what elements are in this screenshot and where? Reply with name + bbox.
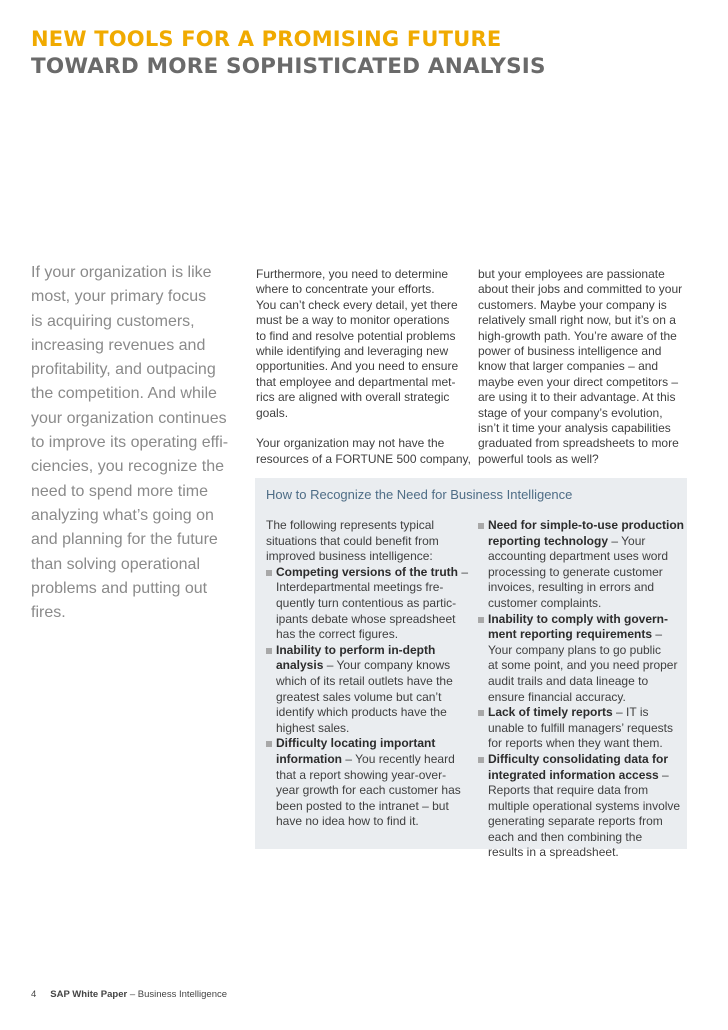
bullet-line: been posted to the intranet – but xyxy=(276,798,449,813)
bullet-heading: Inability to perform in-depth xyxy=(276,642,436,657)
text-line: If your organization is like xyxy=(31,264,212,281)
text-line: need to spend more time xyxy=(31,482,208,500)
text-line: problems and putting out xyxy=(31,579,208,597)
sidebar-box xyxy=(255,478,687,860)
bullet-heading: Difficulty consolidating data for xyxy=(488,751,669,766)
bullet-line: processing to generate customer xyxy=(488,564,663,579)
text-line: and planning for the future xyxy=(31,531,218,549)
bullet-item xyxy=(478,518,683,612)
text-line: The following represents typical xyxy=(266,518,435,532)
bullet-text: – IT is xyxy=(612,705,649,720)
body-column-2 xyxy=(478,267,690,467)
footer-doc-title: – Business Intelligence xyxy=(127,989,228,1000)
bullet-line: highest sales. xyxy=(276,720,350,735)
square-bullet-icon xyxy=(266,570,272,576)
bullet-item xyxy=(266,565,481,643)
bullet-line: results in a spreadsheet. xyxy=(488,845,619,860)
square-bullet-icon xyxy=(478,710,484,716)
text-line: is acquiring customers, xyxy=(31,312,195,330)
body-paragraph-3 xyxy=(478,267,690,467)
page-title: NEW TOOLS FOR A PROMISING FUTURE xyxy=(31,27,502,51)
text-line: must be a way to monitor operations xyxy=(256,313,450,328)
bullet-line xyxy=(276,643,481,659)
text-line: high-growth path. You’re aware of the xyxy=(478,328,677,343)
bullet-line xyxy=(276,658,481,674)
bullet-line: Interdepartmental meetings fre- xyxy=(276,580,444,595)
bullet-line: for reports when they want them. xyxy=(488,736,663,751)
text-line: opportunities. And you need to ensure xyxy=(256,359,459,374)
text-line: power of business intelligence and xyxy=(478,344,662,359)
text-line: than solving operational xyxy=(31,555,201,573)
bullet-line: Your company plans to go public xyxy=(488,642,662,657)
bullet-line xyxy=(488,705,683,721)
text-line: rics are aligned with overall strategic xyxy=(256,390,450,405)
bullet-line: unable to fulfill managers’ requests xyxy=(488,720,673,735)
bullet-text: – xyxy=(652,627,663,642)
text-line: isn’t it time your analysis capabilities xyxy=(478,421,671,436)
sidebar-title: How to Recognize the Need for Business Intelligence xyxy=(266,487,573,502)
text-line: but your employees are passionate xyxy=(478,267,665,281)
text-line: stage of your company’s evolution, xyxy=(478,405,663,420)
bullet-text: – Your xyxy=(608,533,646,548)
bullet-line: quently turn contentious as partic- xyxy=(276,595,457,610)
bullet-line xyxy=(488,518,683,534)
text-line: the competition. And while xyxy=(31,385,217,403)
text-line: where to concentrate your efforts. xyxy=(256,282,435,297)
bullet-line xyxy=(488,534,683,550)
bullet-heading: reporting technology xyxy=(488,533,608,548)
text-line: relatively small right now, but it’s on a xyxy=(478,313,676,328)
intro-paragraph xyxy=(31,261,243,625)
text-line: to find and resolve potential problems xyxy=(256,328,456,343)
text-line: know that larger companies – and xyxy=(478,359,659,374)
square-bullet-icon xyxy=(478,757,484,763)
bullet-line: multiple operational systems involve xyxy=(488,798,681,813)
square-bullet-icon xyxy=(478,523,484,529)
square-bullet-icon xyxy=(266,741,272,747)
sidebar-right-column xyxy=(478,518,683,861)
page-subtitle: TOWARD MORE SOPHISTICATED ANALYSIS xyxy=(31,54,546,79)
page-footer xyxy=(31,989,227,1000)
bullet-line: greatest sales volume but can’t xyxy=(276,689,442,704)
bullet-line xyxy=(488,752,683,768)
text-line: maybe even your direct competitors – xyxy=(478,374,679,389)
text-line: that employee and departmental met- xyxy=(256,374,456,389)
text-line: You can’t check every detail, yet there xyxy=(256,297,458,312)
sidebar-right-list xyxy=(478,518,683,861)
sidebar-left-list xyxy=(266,565,481,830)
bullet-item xyxy=(478,705,683,752)
bullet-heading: ment reporting requirements xyxy=(488,627,653,642)
bullet-text: – xyxy=(458,564,469,579)
text-line: customers. Maybe your company is xyxy=(478,297,667,312)
bullet-line: year growth for each customer has xyxy=(276,783,461,798)
bullet-line: generating separate reports from xyxy=(488,814,663,829)
text-line: graduated from spreadsheets to more xyxy=(478,436,679,451)
bullet-line xyxy=(276,736,481,752)
bullet-line: has the correct figures. xyxy=(276,627,399,642)
text-line: your organization continues xyxy=(31,409,227,427)
text-line: about their jobs and committed to your xyxy=(478,282,683,297)
text-line: analyzing what’s going on xyxy=(31,506,214,524)
text-line: increasing revenues and xyxy=(31,336,206,354)
paragraph-gap xyxy=(256,421,466,436)
bullet-heading: integrated information access xyxy=(488,767,659,782)
text-line: resources of a FORTUNE 500 company, xyxy=(256,451,471,466)
footer-brand: SAP White Paper xyxy=(50,989,128,1000)
bullet-line: ipants debate whose spreadsheet xyxy=(276,611,456,626)
bullet-line: that a report showing year-over- xyxy=(276,767,447,782)
text-line: to improve its operating effi- xyxy=(31,434,229,452)
bullet-text: – Your company knows xyxy=(323,658,451,673)
bullet-line xyxy=(276,565,481,581)
sidebar-left-column xyxy=(266,518,481,830)
bullet-text: – xyxy=(658,767,669,782)
text-line: Your organization may not have the xyxy=(256,436,445,451)
text-line: situations that could benefit from xyxy=(266,533,439,548)
bullet-text: – You recently heard xyxy=(342,751,455,766)
text-line: goals. xyxy=(256,405,289,420)
body-paragraph-2 xyxy=(256,436,471,467)
bullet-line xyxy=(488,627,683,643)
bullet-line xyxy=(488,612,683,628)
text-line: most, your primary focus xyxy=(31,288,207,306)
bullet-line xyxy=(488,768,683,784)
bullet-line: audit trails and data lineage to xyxy=(488,673,649,688)
bullet-line xyxy=(276,752,481,768)
square-bullet-icon xyxy=(478,617,484,623)
text-line: fires. xyxy=(31,604,66,622)
bullet-line: Reports that require data from xyxy=(488,783,649,798)
page-number: 4 xyxy=(31,989,37,1000)
bullet-heading: Difficulty locating important xyxy=(276,736,436,751)
text-line: are using it to their advantage. At this xyxy=(478,390,676,405)
bullet-line: invoices, resulting in errors and xyxy=(488,580,655,595)
bullet-line: which of its retail outlets have the xyxy=(276,673,453,688)
bullet-heading: Inability to comply with govern- xyxy=(488,611,669,626)
bullet-heading: Need for simple-to-use production xyxy=(488,518,685,532)
text-line: while identifying and leveraging new xyxy=(256,344,449,359)
text-line: ciencies, you recognize the xyxy=(31,458,224,476)
text-line: improved business intelligence: xyxy=(266,549,433,564)
bullet-heading: Lack of timely reports xyxy=(488,705,613,720)
bullet-line: have no idea how to find it. xyxy=(276,814,419,829)
text-line: profitability, and outpacing xyxy=(31,361,216,379)
bullet-line: at some point, and you need proper xyxy=(488,658,678,673)
bullet-heading: information xyxy=(276,751,342,766)
square-bullet-icon xyxy=(266,648,272,654)
bullet-line: identify which products have the xyxy=(276,705,447,720)
bullet-item xyxy=(266,736,481,830)
bullet-line: each and then combining the xyxy=(488,829,643,844)
bullet-item xyxy=(478,612,683,706)
bullet-line: accounting department uses word xyxy=(488,549,669,564)
bullet-item xyxy=(478,752,683,861)
body-paragraph-1 xyxy=(256,267,466,421)
body-column-1 xyxy=(256,267,471,467)
text-line: powerful tools as well? xyxy=(478,451,599,466)
bullet-item xyxy=(266,643,481,737)
bullet-heading: Competing versions of the truth xyxy=(276,564,459,579)
bullet-line: customer complaints. xyxy=(488,595,602,610)
sidebar-intro xyxy=(266,518,481,565)
text-line: Furthermore, you need to determine xyxy=(256,267,449,281)
bullet-line: ensure financial accuracy. xyxy=(488,689,626,704)
bullet-heading: analysis xyxy=(276,658,324,673)
